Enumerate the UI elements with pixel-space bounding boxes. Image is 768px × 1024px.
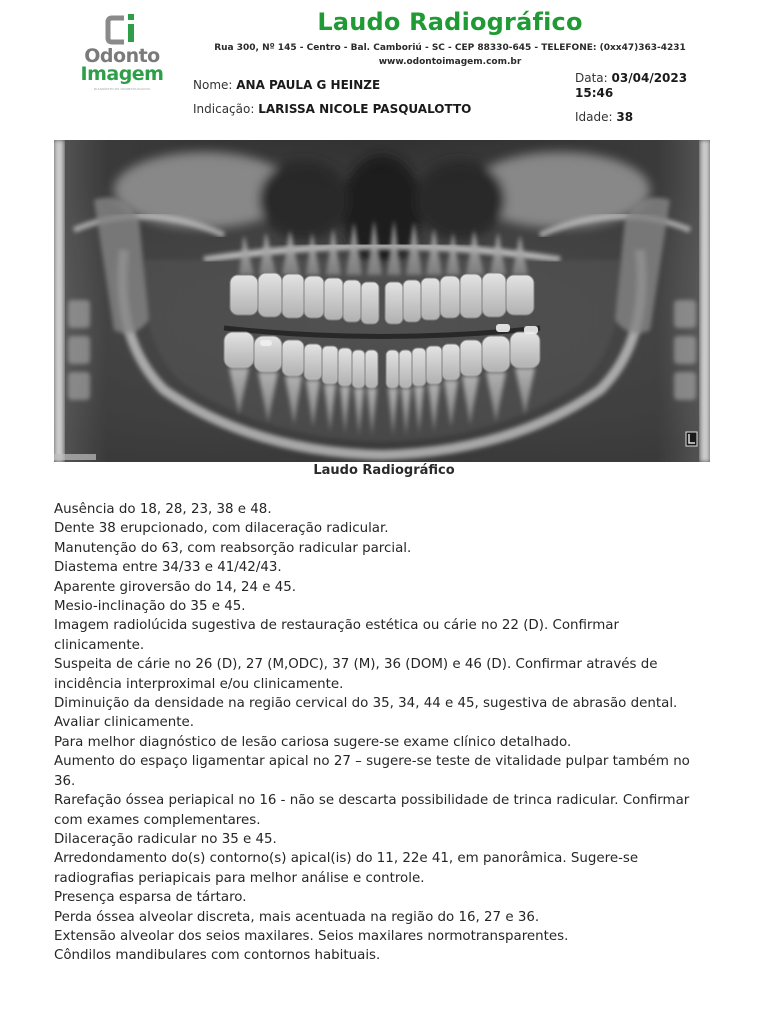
finding-line: Côndilos mandibulares com contornos habituais.	[54, 948, 381, 964]
website-line: www.odontoimagem.com.br	[378, 57, 522, 67]
ci-logo-mark-icon	[104, 12, 140, 46]
finding-line: Mesio-inclinação do 35 e 45.	[54, 599, 246, 615]
panoramic-xray-drawing	[54, 140, 710, 462]
finding-line: Ausência do 18, 28, 23, 38 e 48.	[54, 502, 272, 517]
finding-line: Para melhor diagnóstico de lesão cariosa sugere-se exame clínico detalhado.	[54, 734, 572, 750]
finding-line: Aparente giroversão do 14, 24 e 45.	[54, 579, 297, 595]
finding-line: Diastema entre 34/33 e 41/42/43.	[54, 560, 282, 576]
finding-line: Rarefação óssea periapical no 16 - não se descarta possibilidade de trinca radicular. Confirmar com exames complementares.	[54, 793, 690, 828]
address-line: Rua 300, Nº 145 - Centro - Bal. Camboriú - SC - CEP 88330-645 - TELEFONE: (0xx47)363-4231	[214, 43, 686, 53]
finding-line: Arredondamento do(s) contorno(s) apical(is) do 11, 22e 41, em panorâmica. Sugere-se radiografias periapicais para melhor análise e controle.	[54, 851, 639, 886]
finding-line: Dilaceração radicular no 35 e 45.	[54, 831, 277, 847]
finding-line: Diminuição da densidade na região cervical do 35, 34, 44 e 45, sugestiva de abrasão dental. Avaliar clinicamente.	[54, 696, 678, 731]
finding-line: Aumento do espaço ligamentar apical no 27 – sugere-se teste de vitalidade pulpar também no 36.	[54, 754, 690, 789]
patient-name-value: ANA PAULA G HEINZE	[236, 78, 381, 92]
finding-line: Extensão alveolar dos seios maxilares. Seios maxilares normotransparentes.	[54, 928, 569, 944]
patient-age-field	[575, 110, 633, 124]
patient-age-value: 38	[616, 110, 634, 124]
finding-line: Perda óssea alveolar discreta, mais acentuada na região do 16, 27 e 36.	[54, 909, 540, 925]
exam-date-value: 03/04/2023	[611, 71, 688, 85]
finding-line: Manutenção do 63, com reabsorção radicular parcial.	[54, 540, 412, 556]
indication-label: Indicação:	[193, 102, 255, 116]
l-marker-icon	[686, 432, 697, 446]
finding-line: Dente 38 erupcionado, com dilaceração radicular.	[54, 521, 389, 537]
logo-text-imagem: Imagem	[80, 63, 164, 85]
logo-text-odonto: Odonto	[84, 45, 160, 67]
exam-time-value: 15:46	[575, 86, 614, 100]
exam-date-field	[575, 71, 705, 101]
finding-line: Presença esparsa de tártaro.	[54, 890, 247, 906]
report-findings	[54, 500, 706, 966]
indication-value: LARISSA NICOLE PASQUALOTTO	[258, 102, 472, 116]
finding-line: Suspeita de cárie no 26 (D), 27 (M,ODC), 37 (M), 36 (DOM) e 46 (D). Confirmar através de incidência interproximal e/ou clinicamente.	[54, 657, 658, 692]
logo-tagline: DIAGNÓSTICOS ODONTOLÓGICOS	[93, 87, 151, 91]
document-title: Laudo Radiográfico	[317, 8, 583, 36]
exam-date-label: Data:	[575, 71, 608, 85]
finding-line: Imagem radiolúcida sugestiva de restauração estética ou cárie no 22 (D). Confirmar clinicamente.	[54, 618, 619, 653]
panoramic-xray-image	[54, 140, 710, 462]
odonto-imagem-logo	[78, 12, 166, 94]
patient-age-label: Idade:	[575, 110, 613, 124]
clinic-address	[200, 41, 700, 69]
patient-name-field	[193, 78, 380, 92]
image-caption: Laudo Radiográfico	[313, 463, 455, 478]
patient-name-label: Nome:	[193, 78, 233, 92]
indication-field	[193, 102, 471, 116]
